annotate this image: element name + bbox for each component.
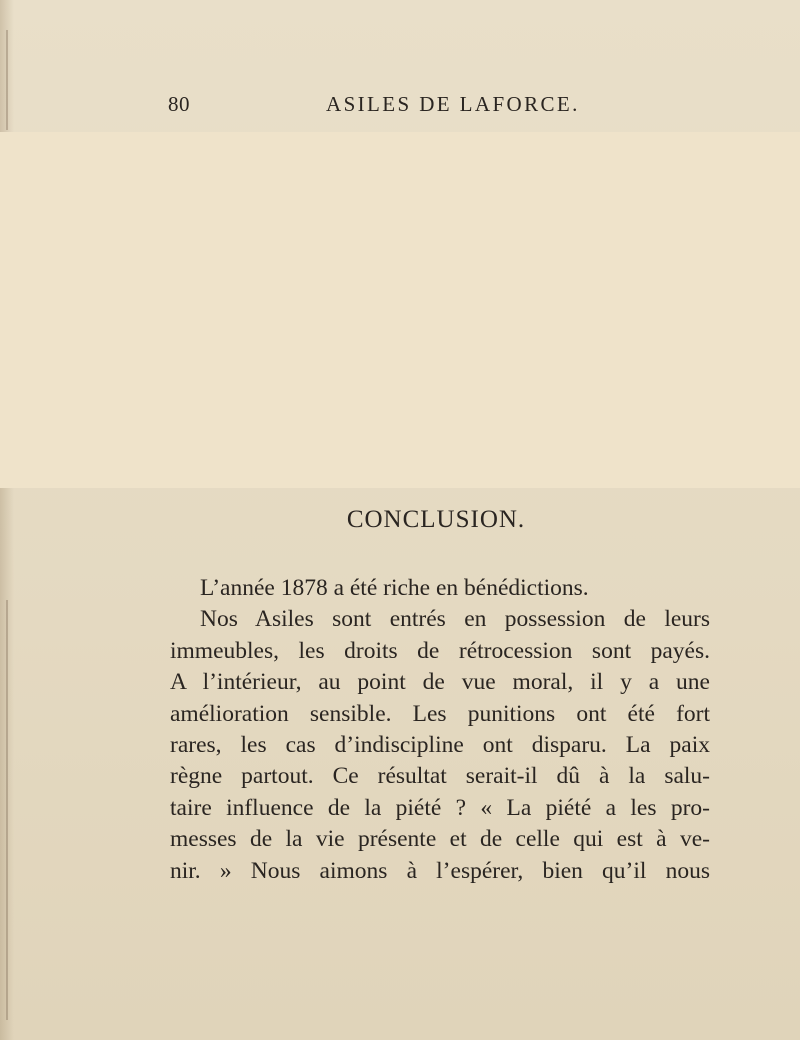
running-title: ASILES DE LAFORCE. [326, 92, 580, 116]
text-line: rares, les cas d’indiscipline ont disparu. La paix [170, 731, 710, 758]
page-number: 80 [168, 92, 190, 116]
text-line: L’année 1878 a été riche en bénédictions. [200, 575, 589, 601]
running-head [0, 92, 800, 122]
text-line: règne partout. Ce résultat serait-il dû à la salu- [170, 763, 710, 790]
body-paragraph [170, 573, 710, 887]
blank-redacted-area [0, 132, 800, 488]
text-line: Nos Asiles sont entrés en possession de leurs [200, 606, 710, 633]
text-line: A l’intérieur, au point de vue moral, il y a une [170, 669, 710, 696]
text-line: messes de la vie présente et de celle qui est à ve- [170, 826, 710, 853]
chapter-title: CONCLUSION. [346, 506, 526, 533]
binding-edge-mark [6, 600, 8, 1020]
text-line: amélioration sensible. Les punitions ont été fort [170, 700, 710, 727]
text-line: immeubles, les droits de rétrocession sont payés. [170, 637, 710, 664]
text-line: taire influence de la piété ? « La piété a les pro- [170, 794, 710, 821]
text-line: nir. » Nous aimons à l’espérer, bien qu’il nous [170, 857, 710, 884]
